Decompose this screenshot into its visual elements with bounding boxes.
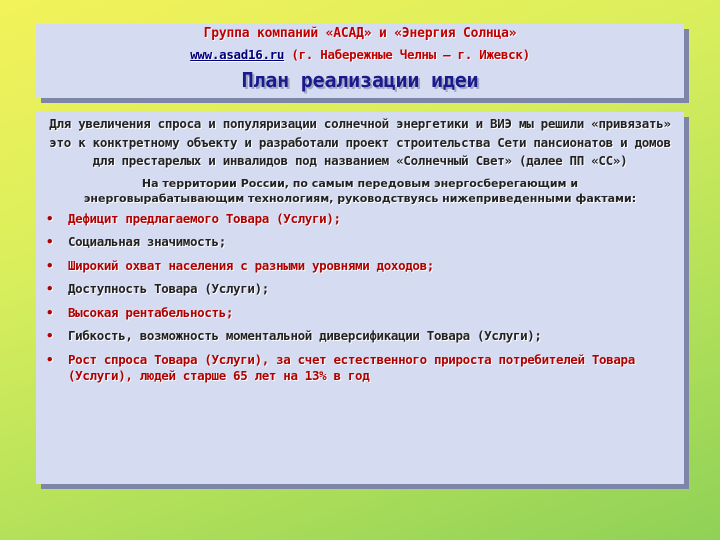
list-item [44, 352, 676, 385]
bullet-icon: • [46, 328, 54, 343]
facts-list [44, 211, 676, 385]
bullet-icon: • [46, 234, 54, 249]
list-item [44, 305, 676, 322]
bullet-icon: • [46, 351, 54, 367]
list-item-text: Социальная значимость; [68, 234, 226, 249]
list-item-text: Гибкость, возможность моментальной диверсификации Товара (Услуги); [68, 328, 542, 343]
bullet-icon: • [46, 281, 54, 296]
bullet-icon: • [46, 257, 54, 273]
list-item-text: Высокая рентабельность; [68, 304, 234, 320]
list-item-text: Дефицит предлагаемого Товара (Услуги); [68, 210, 341, 226]
location-text: (г. Набережные Челны – г. Ижевск) [284, 47, 530, 62]
list-item-text: Широкий охват населения с разными уровнями доходов; [68, 257, 434, 273]
list-item [44, 328, 676, 345]
bullet-icon: • [46, 210, 54, 226]
list-item [44, 234, 676, 251]
list-item [44, 211, 676, 228]
bullet-icon: • [46, 304, 54, 320]
list-item-text: Доступность Товара (Услуги); [68, 281, 269, 296]
contact-line [36, 47, 684, 62]
subintro-paragraph: На территории России, по самым передовым энергосберегающим и энерговырабатывающим технологиям, руководствуясь нижеприведенными фактами: [83, 176, 637, 205]
list-item [44, 281, 676, 298]
list-item [44, 258, 676, 275]
website-link[interactable]: www.asad16.ru [190, 47, 285, 62]
company-name: Группа компаний «АСАД» и «Энергия Солнца» [203, 26, 517, 41]
intro-paragraph: Для увеличения спроса и популяризации солнечной энергетики и ВИЭ мы решили «привязать» это к конктретному объекту и разработали проект строительства Сети пансионатов и домов для престарелых и инвалидов под названием «Солнечный Свет» (далее ПП «СС») [49, 116, 671, 168]
slide-title: План реализации идеи [241, 68, 479, 92]
list-item-text: Рост спроса Товара (Услуги), за счет естественного прироста потребителей Товара (Услуги), людей старше 65 лет на 13% в год [68, 351, 635, 383]
header-panel [36, 24, 684, 98]
content-panel [36, 112, 684, 484]
